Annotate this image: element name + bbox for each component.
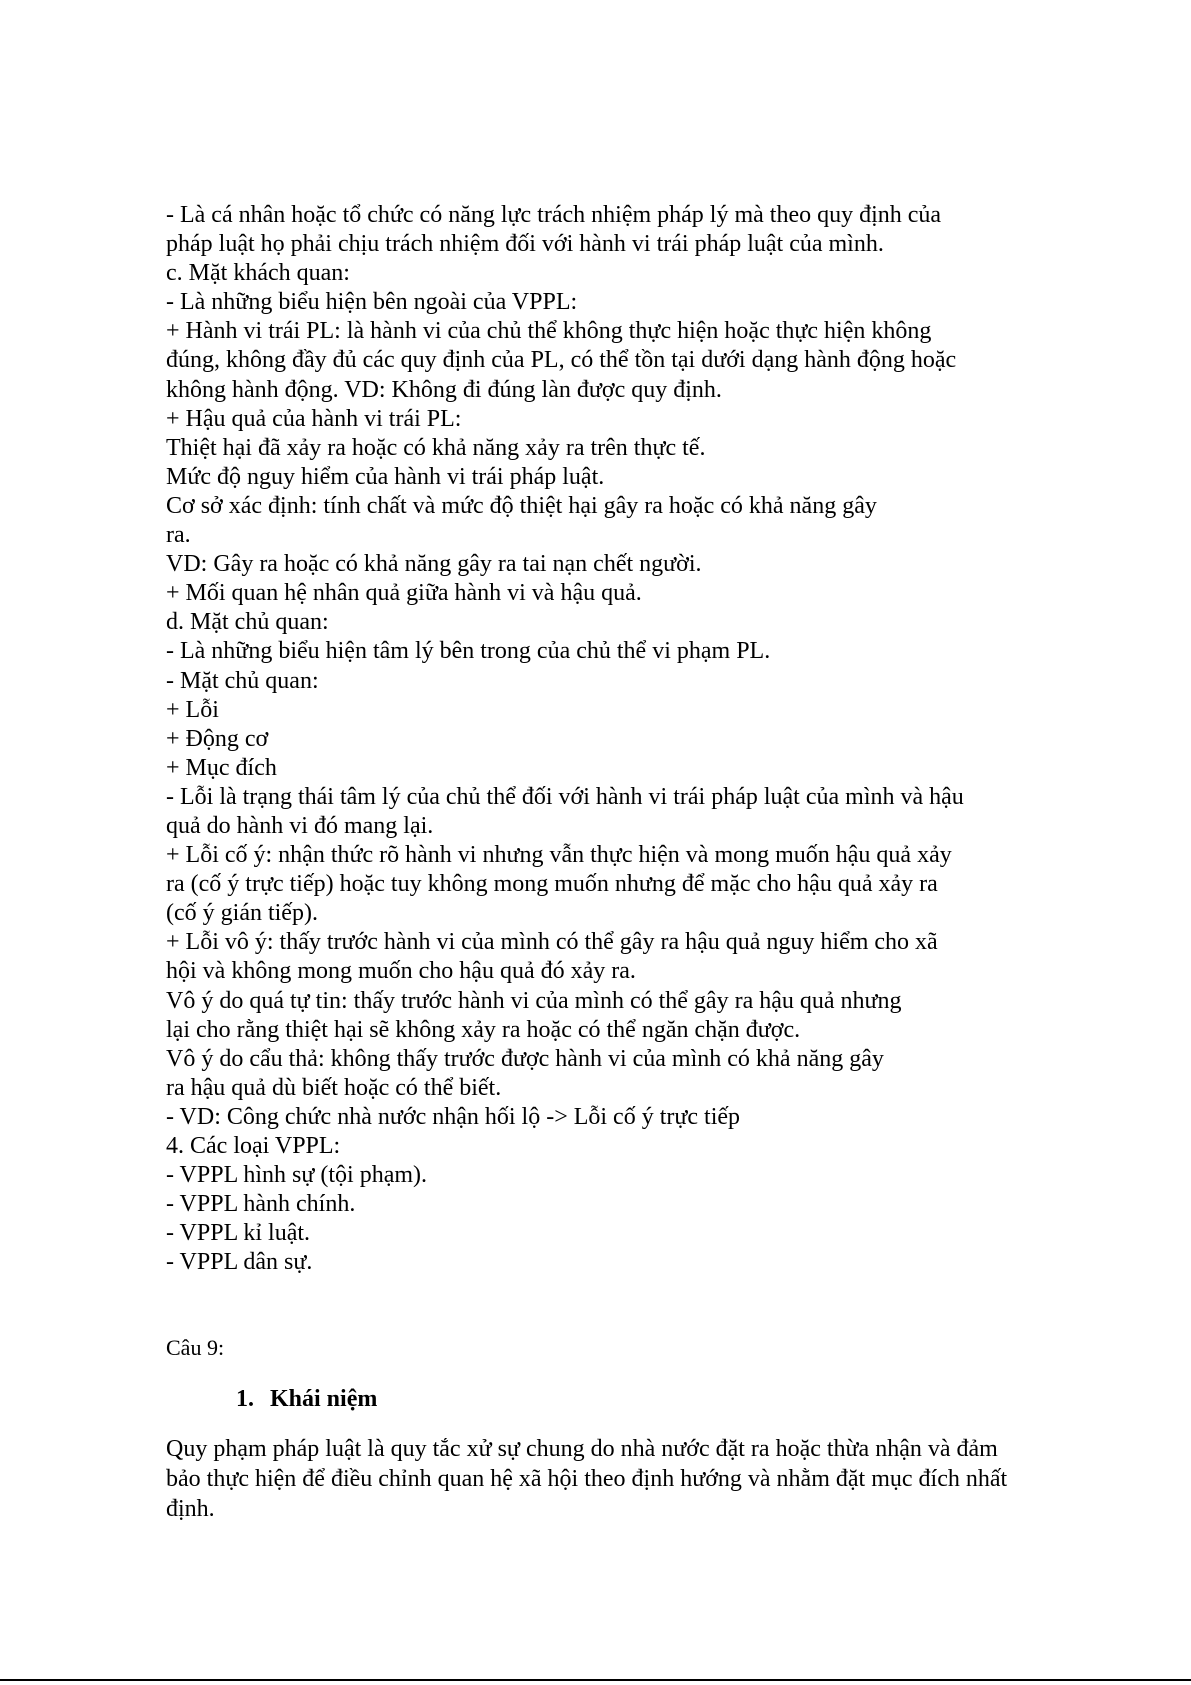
text-line: - VPPL hình sự (tội phạm).: [166, 1162, 428, 1189]
text-line: hội và không mong muốn cho hậu quả đó xảy ra.: [166, 958, 636, 985]
text-line: pháp luật họ phải chịu trách nhiệm đối với hành vi trái pháp luật của mình.: [166, 231, 884, 258]
text-line: - VPPL hành chính.: [166, 1191, 356, 1218]
text-line: + Lỗi cố ý: nhận thức rõ hành vi nhưng vẫn thực hiện và mong muốn hậu quả xảy: [166, 842, 952, 869]
text-line: Vô ý do cẩu thả: không thấy trước được hành vi của mình có khả năng gây: [166, 1045, 884, 1072]
text-line: không hành động. VD: Không đi đúng làn được quy định.: [166, 376, 722, 403]
text-line: + Hậu quả của hành vi trái PL:: [166, 405, 462, 432]
text-line: Quy phạm pháp luật là quy tắc xử sự chung do nhà nước đặt ra hoặc thừa nhận và đảm: [166, 1436, 998, 1462]
text-line: Vô ý do quá tự tin: thấy trước hành vi của mình có thể gây ra hậu quả nhưng: [166, 987, 902, 1014]
text-line: - VPPL dân sự.: [166, 1249, 313, 1276]
page-bottom-divider: [0, 1679, 1191, 1681]
text-line: + Lỗi: [166, 696, 219, 723]
definition-paragraph: [166, 1434, 1066, 1524]
text-line: (cố ý gián tiếp).: [166, 900, 318, 927]
section-number: 1.: [236, 1386, 254, 1412]
text-line: VD: Gây ra hoặc có khả năng gây ra tai nạn chết người.: [166, 551, 702, 578]
body-text-block: [166, 201, 1066, 1277]
text-line: - VPPL kỉ luật.: [166, 1220, 311, 1247]
text-line: ra (cố ý trực tiếp) hoặc tuy không mong muốn nhưng để mặc cho hậu quả xảy ra: [166, 871, 938, 898]
section-title: Khái niệm: [270, 1386, 378, 1412]
text-line: định.: [166, 1496, 215, 1522]
text-line: bảo thực hiện để điều chỉnh quan hệ xã hội theo định hướng và nhằm đặt mục đích nhất: [166, 1466, 1008, 1492]
text-line: c. Mặt khách quan:: [166, 260, 350, 287]
text-line: - VD: Công chức nhà nước nhận hối lộ -> Lỗi cố ý trực tiếp: [166, 1103, 741, 1130]
text-line: + Mục đích: [166, 754, 277, 781]
text-line: d. Mặt chủ quan:: [166, 609, 329, 636]
text-line: - Là cá nhân hoặc tổ chức có năng lực trách nhiệm pháp lý mà theo quy định của: [166, 202, 942, 228]
text-line: đúng, không đầy đủ các quy định của PL, có thể tồn tại dưới dạng hành động hoặc: [166, 347, 957, 374]
text-line: 4. Các loại VPPL:: [166, 1133, 341, 1159]
text-line: - Là những biểu hiện tâm lý bên trong của chủ thể vi phạm PL.: [166, 638, 771, 665]
text-line: + Mối quan hệ nhân quả giữa hành vi và hậu quả.: [166, 580, 642, 607]
text-line: quả do hành vi đó mang lại.: [166, 812, 434, 839]
text-line: Mức độ nguy hiểm của hành vi trái pháp luật.: [166, 463, 605, 490]
text-line: + Lỗi vô ý: thấy trước hành vi của mình có thể gây ra hậu quả nguy hiểm cho xã: [166, 929, 938, 956]
text-line: ra hậu quả dù biết hoặc có thể biết.: [166, 1074, 502, 1101]
text-line: + Động cơ: [166, 725, 269, 752]
section-heading: [236, 1384, 377, 1414]
text-line: - Mặt chủ quan:: [166, 667, 319, 694]
question-label: Câu 9:: [166, 1335, 225, 1360]
text-line: + Hành vi trái PL: là hành vi của chủ thể không thực hiện hoặc thực hiện không: [166, 318, 932, 345]
text-line: Thiệt hại đã xảy ra hoặc có khả năng xảy ra trên thực tế.: [166, 434, 706, 461]
text-line: - Là những biểu hiện bên ngoài của VPPL:: [166, 289, 578, 316]
text-line: - Lỗi là trạng thái tâm lý của chủ thể đối với hành vi trái pháp luật của mình và hậu: [166, 783, 964, 810]
text-line: lại cho rằng thiệt hại sẽ không xảy ra hoặc có thể ngăn chặn được.: [166, 1016, 801, 1043]
text-line: ra.: [166, 522, 191, 549]
text-line: Cơ sở xác định: tính chất và mức độ thiệt hại gây ra hoặc có khả năng gây: [166, 492, 877, 519]
